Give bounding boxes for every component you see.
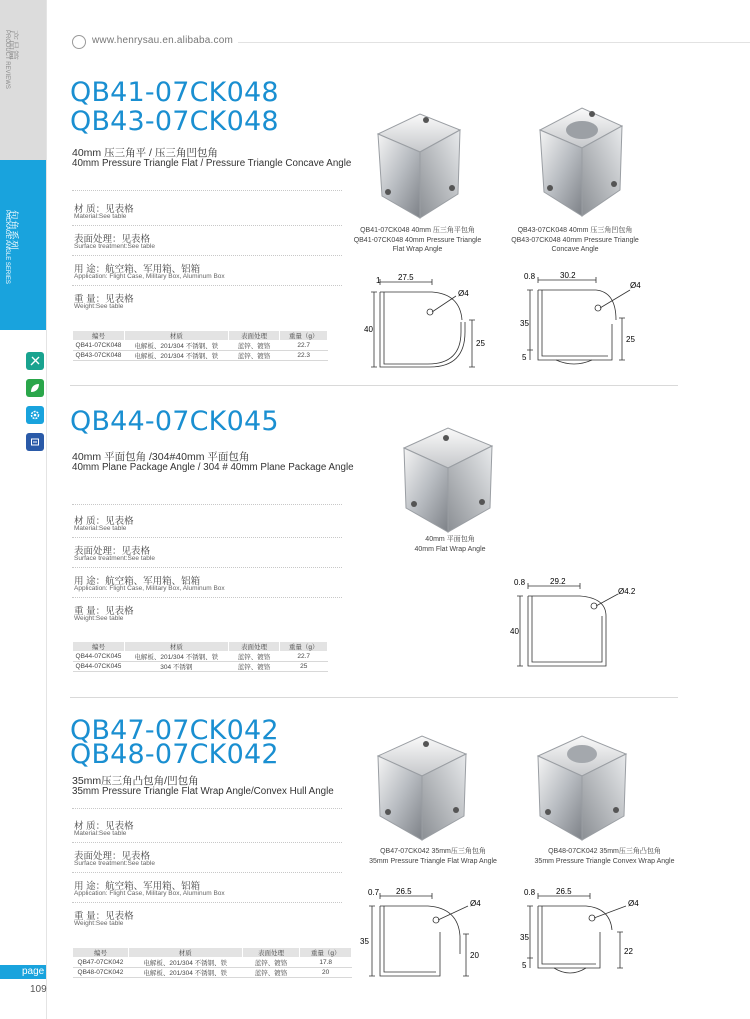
table-header: 表面处理	[242, 948, 300, 958]
dim-label: 40	[510, 627, 519, 636]
technical-drawing-b	[516, 268, 656, 378]
sidebar-icon-list	[26, 352, 44, 460]
weight-label-en: Weight:See table	[74, 920, 124, 927]
table-cell: QB48-07CK042	[73, 968, 129, 978]
divider	[72, 190, 342, 191]
divider	[72, 808, 342, 809]
divider	[72, 872, 342, 873]
sidebar-divider	[46, 0, 47, 1019]
material-label: 材 质：见表格	[74, 204, 134, 215]
divider	[72, 285, 342, 286]
technical-drawing-a	[360, 272, 490, 382]
caption-line: 40mm Flat Wrap Angle	[414, 545, 486, 553]
product-caption	[500, 226, 650, 255]
surface-label-en: Surface treatment:See table	[74, 860, 155, 867]
product-subtitle-en: 40mm Plane Package Angle / 304 # 40mm Plane Package Angle	[72, 462, 354, 473]
table-header: 编号	[73, 948, 129, 958]
application-label: 用 途：航空箱、军用箱、铝箱	[74, 881, 201, 892]
table-cell: QB44-07CK045	[73, 662, 125, 672]
table-cell: 22.3	[280, 351, 328, 361]
divider	[72, 842, 342, 843]
product-caption	[390, 535, 510, 554]
table-row	[73, 341, 328, 351]
product-subtitle-en: 35mm Pressure Triangle Flat Wrap Angle/Convex Hull Angle	[72, 786, 334, 797]
leaf-icon	[26, 379, 44, 397]
product-image-plane-corner	[396, 420, 500, 538]
table-cell: 蓝锌、镀铬	[228, 652, 280, 662]
table-cell: QB44-07CK045	[73, 652, 125, 662]
table-cell: QB41-07CK048	[73, 341, 125, 351]
sidebar-top-en: PRODUCT REVIEWS	[4, 30, 10, 89]
table-cell: QB43-07CK048	[73, 351, 125, 361]
dim-label: 5	[522, 353, 527, 362]
product-image-flat-corner	[370, 730, 474, 846]
technical-drawing-a	[506, 572, 646, 672]
weight-label: 重 量：见表格	[74, 294, 134, 305]
material-label-en: Material:See table	[74, 830, 127, 837]
table-header: 材质	[124, 331, 228, 341]
certificate-icon	[26, 433, 44, 451]
caption-line: QB41-07CK048 40mm Pressure Triangle	[353, 236, 482, 244]
weight-label: 重 量：见表格	[74, 606, 134, 617]
table-row	[73, 652, 328, 662]
table-header: 编号	[73, 331, 125, 341]
table-header: 重量（g）	[280, 642, 328, 652]
application-label-en: Application: Flight Case, Military Box, Aluminum Box	[74, 273, 225, 280]
tools-icon	[26, 352, 44, 370]
dim-label: Ø4	[630, 281, 641, 290]
caption-line: Flat Wrap Angle	[392, 246, 443, 253]
table-cell: 电解板、201/304 不锈钢、铁	[124, 652, 228, 662]
dim-label: 1	[376, 276, 381, 285]
technical-drawing-a	[356, 884, 496, 984]
material-label-en: Material:See table	[74, 213, 127, 220]
application-label: 用 途：航空箱、军用箱、铝箱	[74, 264, 201, 275]
application-label: 用 途：航空箱、军用箱、铝箱	[74, 576, 201, 587]
caption-line: QB43-07CK048 40mm Pressure Triangle	[511, 236, 639, 244]
product-subtitle-cn: 40mm 压三角平 / 压三角凹包角	[72, 147, 218, 159]
table-cell: 17.8	[300, 958, 352, 968]
dim-label: Ø4	[458, 289, 469, 298]
spec-table	[72, 641, 328, 672]
spec-table	[72, 330, 328, 361]
table-header: 重量（g）	[280, 331, 328, 341]
caption-line: QB47-07CK042 35mm压三角包角	[380, 848, 486, 855]
product-subtitle-en: 40mm Pressure Triangle Flat / Pressure Triangle Concave Angle	[72, 158, 352, 169]
product-title-line: QB43-07CK048	[70, 106, 279, 137]
dim-label: 22	[624, 947, 633, 956]
table-cell: 蓝锌、镀铬	[228, 351, 280, 361]
table-cell: 电解板、201/304 不锈钢、铁	[128, 968, 242, 978]
dim-label: Ø4	[470, 899, 481, 908]
divider	[72, 597, 342, 598]
dim-label: 35	[520, 319, 529, 328]
table-cell: QB47-07CK042	[73, 958, 129, 968]
table-cell: 25	[280, 662, 328, 672]
spec-table	[72, 947, 352, 978]
table-cell: 20	[300, 968, 352, 978]
table-cell: 蓝锌、镀铬	[228, 341, 280, 351]
weight-label: 重 量：见表格	[74, 911, 134, 922]
caption-line: 35mm Pressure Triangle Flat Wrap Angle	[369, 857, 497, 865]
table-row	[73, 351, 328, 361]
product-title-line: QB48-07CK042	[70, 739, 279, 770]
product-image-concave-corner	[530, 100, 630, 224]
dim-label: Ø4.2	[618, 587, 636, 596]
dim-label: 25	[626, 335, 635, 344]
page-number: 109	[30, 984, 47, 995]
dim-label: 0.8	[524, 272, 536, 281]
divider	[72, 537, 342, 538]
divider	[72, 225, 342, 226]
product-caption	[522, 847, 687, 866]
section-divider	[70, 697, 678, 698]
product-title-line: QB44-07CK045	[70, 406, 279, 437]
table-header: 表面处理	[228, 331, 280, 341]
product-subtitle-cn: 40mm 平面包角 /304#40mm 平面包角	[72, 451, 250, 463]
sidebar-top-cn: 产品篇	[7, 30, 18, 60]
dim-label: 0.7	[368, 888, 380, 897]
surface-label-en: Surface treatment:See table	[74, 243, 155, 250]
weight-label-en: Weight:See table	[74, 303, 124, 310]
table-cell: 蓝锌、镀铬	[242, 958, 300, 968]
dim-label: 20	[470, 951, 479, 960]
dim-label: Ø4	[628, 899, 639, 908]
product-image-flat-corner	[368, 106, 468, 226]
caption-line: QB41-07CK048 40mm 压三角平包角	[360, 227, 475, 234]
sidebar-section-en: PACKAGE ANGLE SERIES	[4, 210, 10, 284]
surface-label: 表面处理：见表格	[74, 851, 151, 862]
technical-drawing-b	[516, 884, 656, 984]
surface-label: 表面处理：见表格	[74, 546, 151, 557]
website-url[interactable]: www.henrysau.en.alibaba.com	[92, 35, 234, 46]
divider	[72, 902, 342, 903]
table-row	[73, 662, 328, 672]
gear-icon	[26, 406, 44, 424]
caption-line: QB48-07CK042 35mm压三角凸包角	[548, 848, 661, 855]
table-header: 材质	[128, 948, 242, 958]
table-cell: 电解板、201/304 不锈钢、铁	[124, 341, 228, 351]
caption-line: 40mm 平面包角	[425, 536, 475, 543]
table-header: 表面处理	[228, 642, 280, 652]
product-caption	[358, 847, 508, 866]
product-image-convex-corner	[530, 728, 634, 846]
page-label: page	[0, 965, 46, 979]
divider	[72, 255, 342, 256]
divider	[72, 567, 342, 568]
sidebar-section-tab	[0, 160, 46, 330]
dim-label: 5	[522, 961, 527, 970]
application-label-en: Application: Flight Case, Military Box, Aluminum Box	[74, 890, 225, 897]
caption-line: 35mm Pressure Triangle Convex Wrap Angle	[534, 857, 675, 865]
table-cell: 22.7	[280, 341, 328, 351]
material-label: 材 质：见表格	[74, 821, 134, 832]
dim-label: 0.8	[524, 888, 536, 897]
table-row	[73, 968, 352, 978]
divider	[72, 504, 342, 505]
material-label-en: Material:See table	[74, 525, 127, 532]
dim-label: 30.2	[560, 271, 576, 280]
caption-line: Concave Angle	[551, 246, 599, 253]
material-label: 材 质：见表格	[74, 516, 134, 527]
surface-label: 表面处理：见表格	[74, 234, 151, 245]
table-cell: 电解板、201/304 不锈钢、铁	[124, 351, 228, 361]
table-cell: 304 不锈钢	[124, 662, 228, 672]
product-caption	[340, 226, 495, 255]
sidebar-top-tab	[0, 0, 46, 160]
surface-label-en: Surface treatment:See table	[74, 555, 155, 562]
product-title-line: QB41-07CK048	[70, 77, 279, 108]
table-header: 重量（g）	[300, 948, 352, 958]
sidebar-section-cn: 包角系列	[7, 210, 18, 250]
dim-label: 35	[520, 933, 529, 942]
dim-label: 40	[364, 325, 373, 334]
dim-label: 26.5	[396, 887, 412, 896]
table-cell: 22.7	[280, 652, 328, 662]
dim-label: 35	[360, 937, 369, 946]
table-row	[73, 958, 352, 968]
section-divider	[70, 385, 678, 386]
header-rule	[238, 42, 750, 43]
product-title-line: QB47-07CK042	[70, 715, 279, 746]
caption-line: QB43-07CK048 40mm 压三角凹包角	[517, 227, 633, 234]
dim-label: 29.2	[550, 577, 566, 586]
product-subtitle-cn: 35mm压三角凸包角/凹包角	[72, 775, 199, 787]
table-header: 材质	[124, 642, 228, 652]
application-label-en: Application: Flight Case, Military Box, Aluminum Box	[74, 585, 225, 592]
dim-label: 0.8	[514, 578, 526, 587]
table-header: 编号	[73, 642, 125, 652]
table-cell: 蓝锌、镀铬	[242, 968, 300, 978]
dim-label: 25	[476, 339, 485, 348]
globe-icon	[72, 35, 86, 49]
dim-label: 26.5	[556, 887, 572, 896]
table-cell: 电解板、201/304 不锈钢、铁	[128, 958, 242, 968]
dim-label: 27.5	[398, 273, 414, 282]
weight-label-en: Weight:See table	[74, 615, 124, 622]
table-cell: 蓝锌、镀铬	[228, 662, 280, 672]
